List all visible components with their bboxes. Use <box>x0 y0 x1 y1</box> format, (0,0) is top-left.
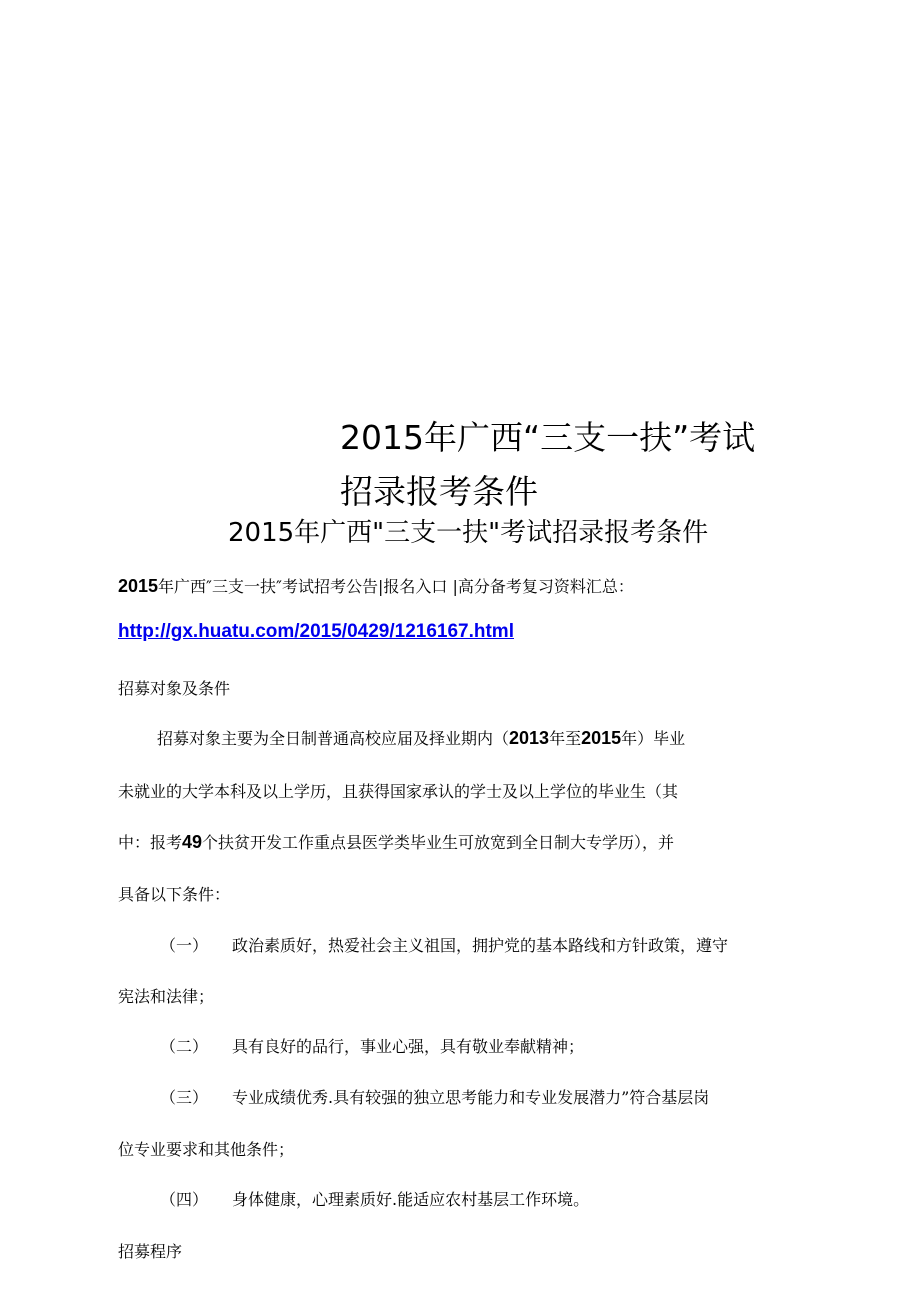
para1-text-a: 招募对象主要为全日制普通高校应届及择业期内（ <box>157 729 510 748</box>
para1-line3-text-a: 中：报考 <box>118 833 183 852</box>
item-label: （二） <box>160 1037 209 1056</box>
list-item <box>160 1187 589 1210</box>
para1-line4: 具备以下条件： <box>118 885 231 904</box>
para1-year-1: 2013 <box>509 728 550 748</box>
item-label: （一） <box>160 936 209 955</box>
page-title-line-2: 招录报考条件 <box>340 472 538 511</box>
item-label: （四） <box>160 1190 209 1209</box>
item-text: 身体健康，心理素质好.能适应农村基层工作环境。 <box>232 1190 590 1209</box>
list-item <box>160 1085 709 1108</box>
intro-line <box>118 574 634 597</box>
para1-line3 <box>118 830 674 853</box>
para1-year-2: 2015 <box>581 728 622 748</box>
recruit-target-heading: 招募对象及条件 <box>118 679 231 698</box>
intro-year: 2015 <box>118 576 159 596</box>
para1-text-c: 年）毕业 <box>621 729 686 748</box>
para1-line2: 未就业的大学本科及以上学历，且获得国家承认的学士及以上学位的毕业生（其 <box>118 782 679 801</box>
list-item <box>160 933 728 956</box>
para1-text-b: 年至 <box>549 729 582 748</box>
recruit-process-heading: 招募程序 <box>118 1242 183 1261</box>
item-continuation: 宪法和法律； <box>118 987 215 1006</box>
page-subtitle: 2015年广西"三支一扶"考试招录报考条件 <box>228 518 709 548</box>
item-text: 专业成绩优秀.具有较强的独立思考能力和专业发展潜力”符合基层岗 <box>232 1088 710 1107</box>
item-continuation: 位专业要求和其他条件； <box>118 1140 295 1159</box>
intro-text: 年广西″三支一扶″考试招考公告|报名入口 |高分备考复习资料汇总： <box>158 577 634 596</box>
para1-number: 49 <box>182 832 203 852</box>
para1-line1 <box>157 726 685 749</box>
para1-line3-text-b: 个扶贫开发工作重点县医学类毕业生可放宽到全日制大专学历），并 <box>202 833 675 852</box>
page-title-line-1: 2015年广西“三支一扶”考试 <box>340 418 756 457</box>
intro-link[interactable]: http://gx.huatu.com/2015/0429/1216167.html <box>118 621 514 642</box>
list-item <box>160 1034 584 1057</box>
item-text: 具有良好的品行，事业心强，具有敬业奉献精神； <box>232 1037 585 1056</box>
item-text: 政治素质好，热爱社会主义祖国，拥护党的基本路线和方针政策，遵守 <box>232 936 729 955</box>
item-label: （三） <box>160 1088 209 1107</box>
